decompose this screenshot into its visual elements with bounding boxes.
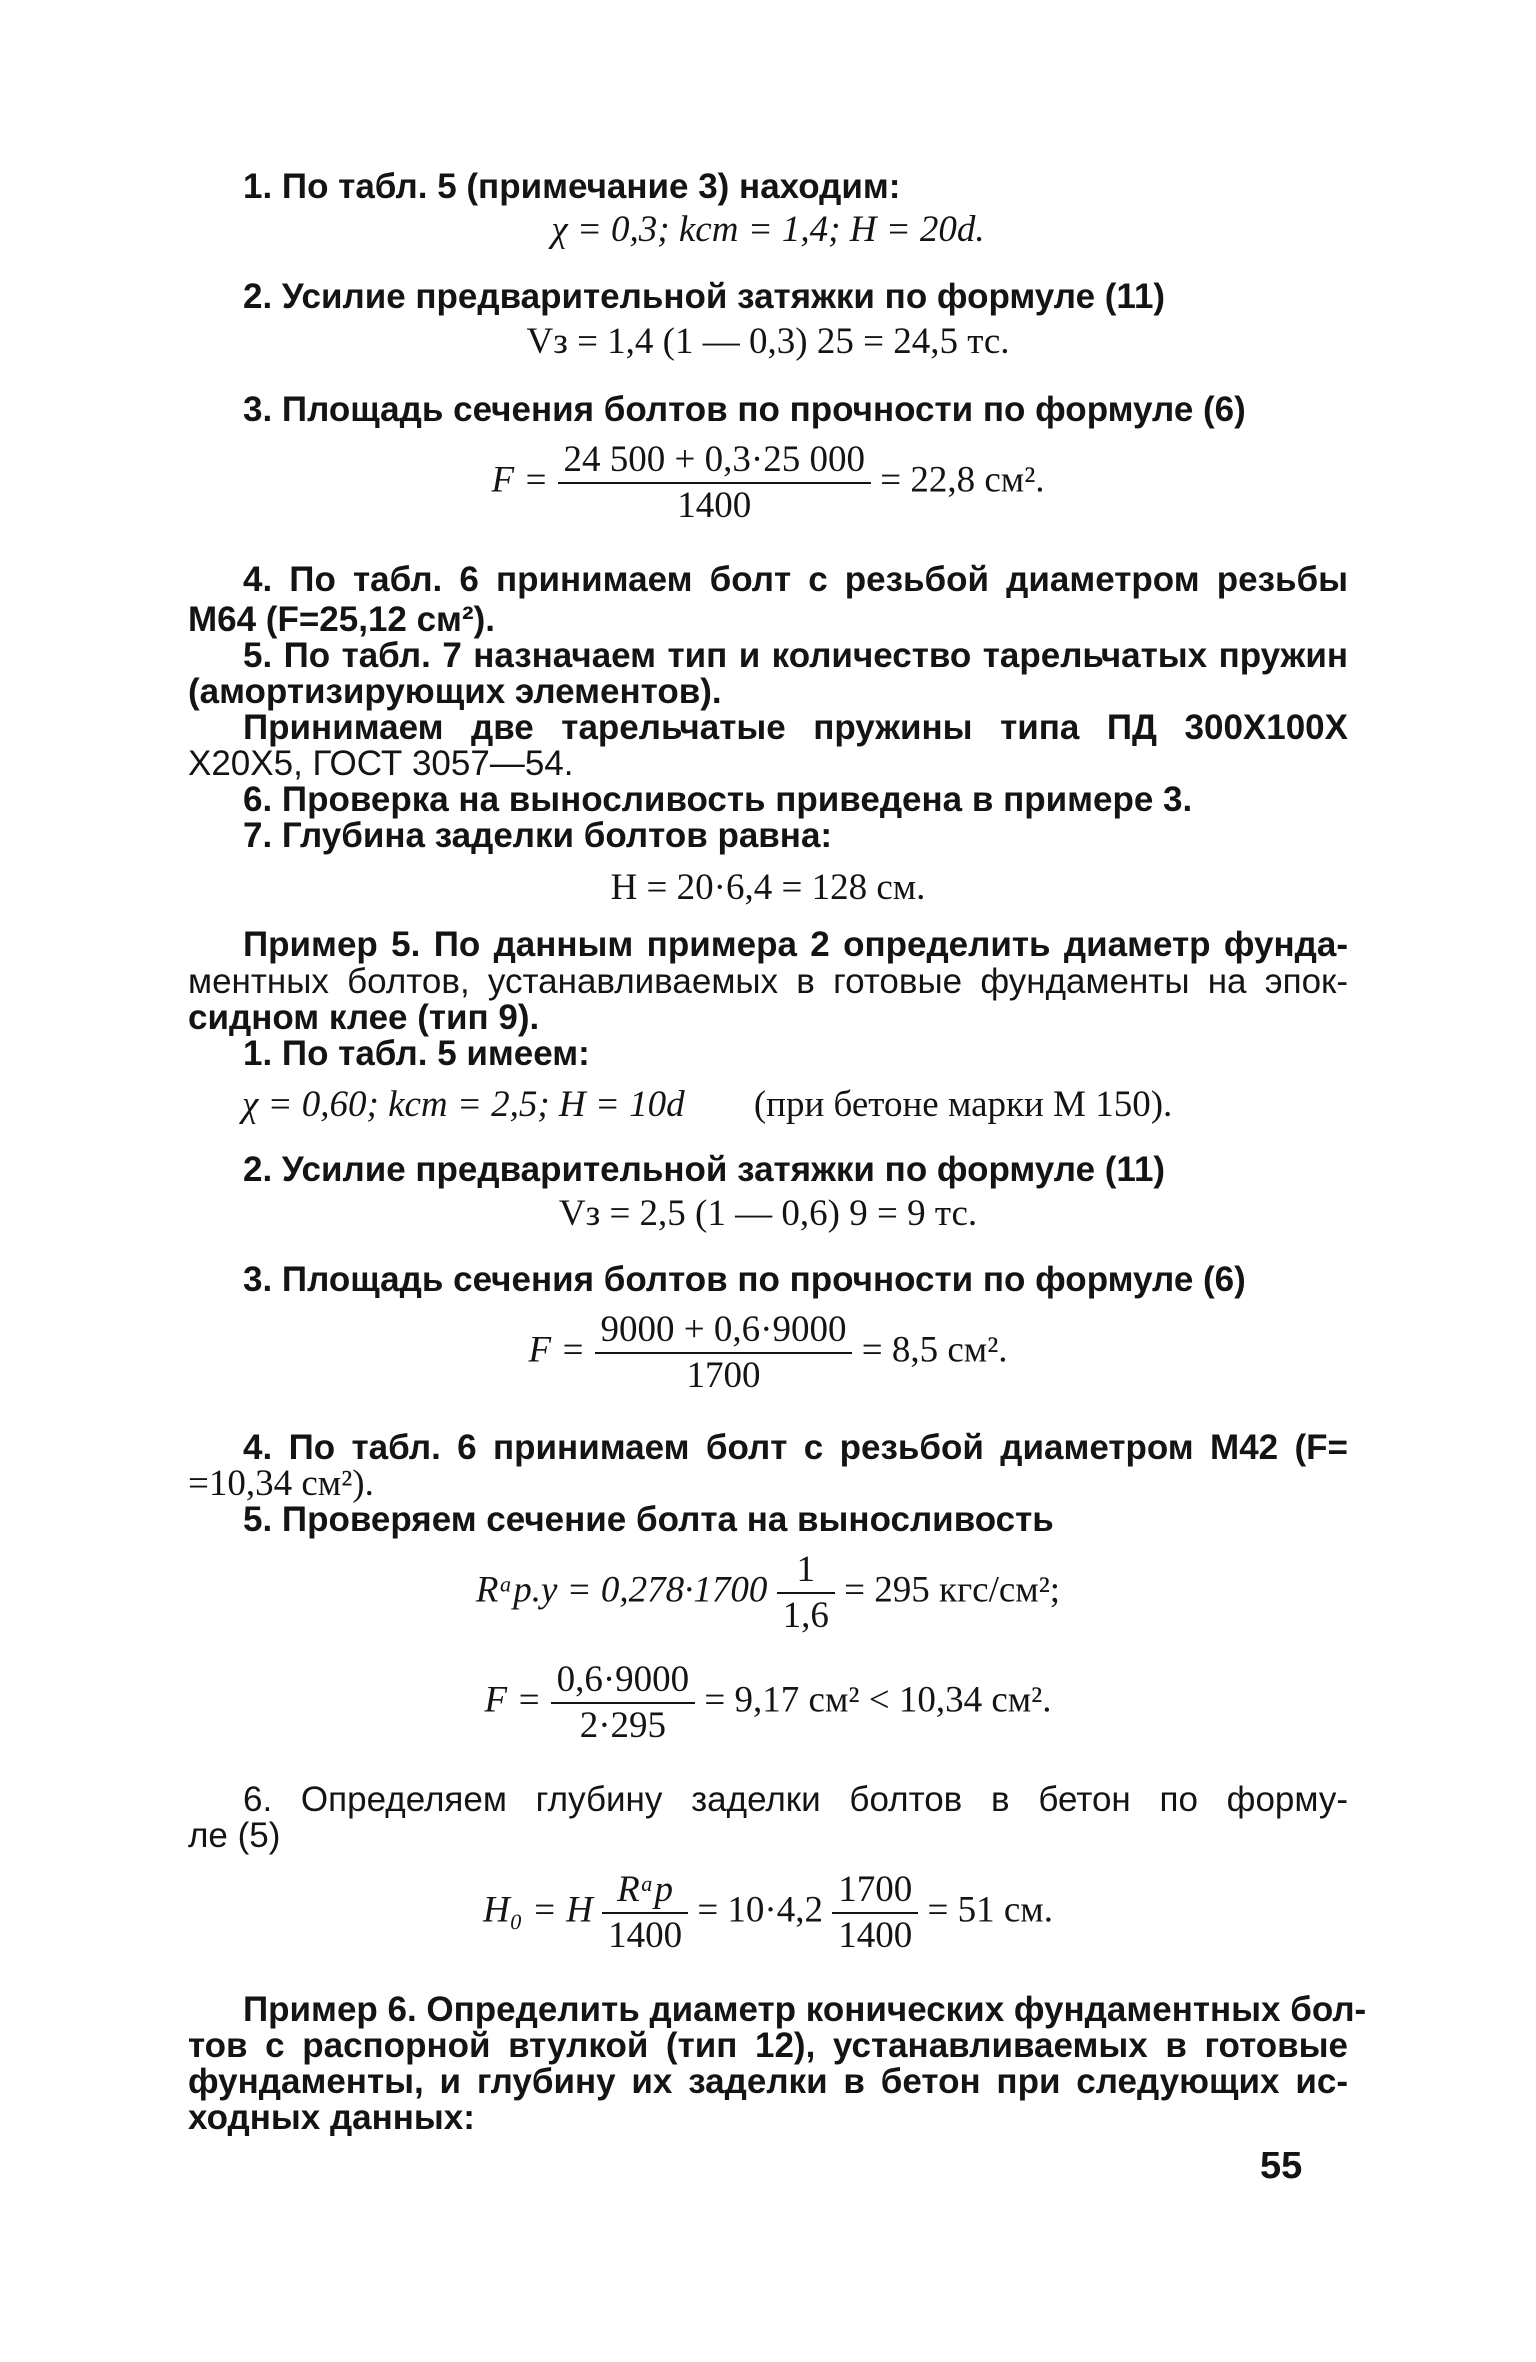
formula-preload: Vз = 1,4 (1 — 0,3) 25 = 24,5 тс. xyxy=(526,321,1010,362)
formula-depth-1: H = 20·6,4 = 128 см. xyxy=(610,867,926,908)
numerator: 1700 xyxy=(832,1870,918,1914)
fraction xyxy=(602,1870,688,1956)
step-6-text: 6. Проверка на выносливость приведена в примере 3. xyxy=(243,780,1193,819)
formula-area-2 xyxy=(188,1310,1348,1396)
fraction xyxy=(595,1310,853,1396)
page-number: 55 xyxy=(1260,2145,1303,2187)
ex5-step-4-cont: =10,34 см²). xyxy=(188,1463,374,1504)
ex5-step-6-cont: ле (5) xyxy=(188,1816,281,1855)
step-3-heading: 3. Площадь сечения болтов по прочности по формуле (6) xyxy=(243,390,1246,429)
formula-area-1 xyxy=(188,440,1348,526)
example-6-text-3: ходных данных: xyxy=(188,2098,475,2137)
denominator: 1400 xyxy=(838,1915,913,1956)
numerator: 0,6·9000 xyxy=(551,1660,696,1704)
ex5-step-3: 3. Площадь сечения болтов по прочности по формуле (6) xyxy=(243,1260,1246,1299)
fraction xyxy=(551,1660,696,1746)
formula-lhs: F = xyxy=(491,459,549,501)
formula-coefficients: χ = 0,3; kст = 1,4; H = 20d. xyxy=(551,209,985,250)
formula-depth-2 xyxy=(188,1870,1348,1956)
numerator: 24 500 + 0,3·25 000 xyxy=(558,440,871,484)
formula-area-check xyxy=(188,1660,1348,1746)
fraction xyxy=(777,1550,835,1636)
formula-lhs: F = xyxy=(528,1329,586,1371)
example-6-text-2: фундаменты, и глубину их заделки в бетон при следующих ис- xyxy=(188,2062,1348,2101)
example-5-text: ментных болтов, устанавливаемых в готовые фундаменты на эпок- xyxy=(188,962,1348,1001)
example-5-text-cont: сидном клее (тип 9). xyxy=(188,998,540,1037)
denominator: 1700 xyxy=(686,1355,761,1396)
denominator: 1400 xyxy=(608,1915,683,1956)
formula-coeffs: χ = 0,60; kст = 2,5; H = 10d xyxy=(242,1084,685,1125)
step-5-text-cont: (амортизирующих элементов). xyxy=(188,672,722,711)
formula-rhs: = 22,8 см². xyxy=(880,459,1045,501)
formula-rhs: = 51 см. xyxy=(927,1889,1053,1931)
step-5-text: 5. По табл. 7 назначаем тип и количество тарельчатых пружин xyxy=(243,636,1348,675)
denominator: 1,6 xyxy=(782,1595,829,1636)
ex5-step-5: 5. Проверяем сечение болта на выносливость xyxy=(243,1500,1054,1539)
numerator: Rᵃр xyxy=(602,1870,688,1914)
example-6-heading: Пример 6. Определить диаметр конических фундаментных бол- xyxy=(243,1990,1367,2029)
springs-text: Принимаем две тарельчатые пружины типа ПД 300X100X xyxy=(243,708,1348,747)
springs-text-cont: X20X5, ГОСТ 3057—54. xyxy=(188,744,574,783)
formula-endurance xyxy=(188,1550,1348,1636)
step-7-text: 7. Глубина заделки болтов равна: xyxy=(243,816,833,855)
step-4-text: 4. По табл. 6 принимаем болт с резьбой диаметром резьбы xyxy=(243,560,1348,599)
ex5-step-6: 6. Определяем глубину заделки болтов в бетон по форму- xyxy=(243,1780,1348,1819)
denominator: 2·295 xyxy=(579,1705,667,1746)
denominator: 1400 xyxy=(677,485,752,526)
formula-coefficients-2 xyxy=(188,1085,1348,1125)
formula-rhs: = 9,17 см² < 10,34 см². xyxy=(704,1679,1052,1721)
formula-lhs: H₀ = H xyxy=(483,1889,593,1931)
step-4-text-cont: М64 (F=25,12 см²). xyxy=(188,600,495,639)
formula-lhs: Rᵃр.у = 0,278·1700 xyxy=(475,1569,768,1611)
example-5-heading: Пример 5. По данным примера 2 определить диаметр фунда- xyxy=(243,925,1348,964)
step-2-heading: 2. Усилие предварительной затяжки по формуле (11) xyxy=(243,277,1166,316)
fraction xyxy=(832,1870,918,1956)
ex5-step-2: 2. Усилие предварительной затяжки по формуле (11) xyxy=(243,1150,1166,1189)
formula-preload-2: Vз = 2,5 (1 — 0,6) 9 = 9 тс. xyxy=(558,1193,978,1234)
ex5-step-4: 4. По табл. 6 принимаем болт с резьбой диаметром М42 (F= xyxy=(243,1428,1348,1467)
step-1-heading: 1. По табл. 5 (примечание 3) находим: xyxy=(243,167,901,206)
formula-rhs: = 295 кгс/см²; xyxy=(844,1569,1061,1611)
formula-mid: = 10·4,2 xyxy=(697,1889,824,1931)
example-6-text: тов с распорной втулкой (тип 12), устанавливаемых в готовые xyxy=(188,2026,1348,2065)
fraction xyxy=(558,440,871,526)
numerator: 9000 + 0,6·9000 xyxy=(595,1310,853,1354)
ex5-step-1: 1. По табл. 5 имеем: xyxy=(243,1034,590,1073)
numerator: 1 xyxy=(777,1550,835,1594)
formula-rhs: = 8,5 см². xyxy=(861,1329,1008,1371)
formula-note: (при бетоне марки М 150). xyxy=(753,1084,1173,1125)
formula-lhs: F = xyxy=(484,1679,542,1721)
